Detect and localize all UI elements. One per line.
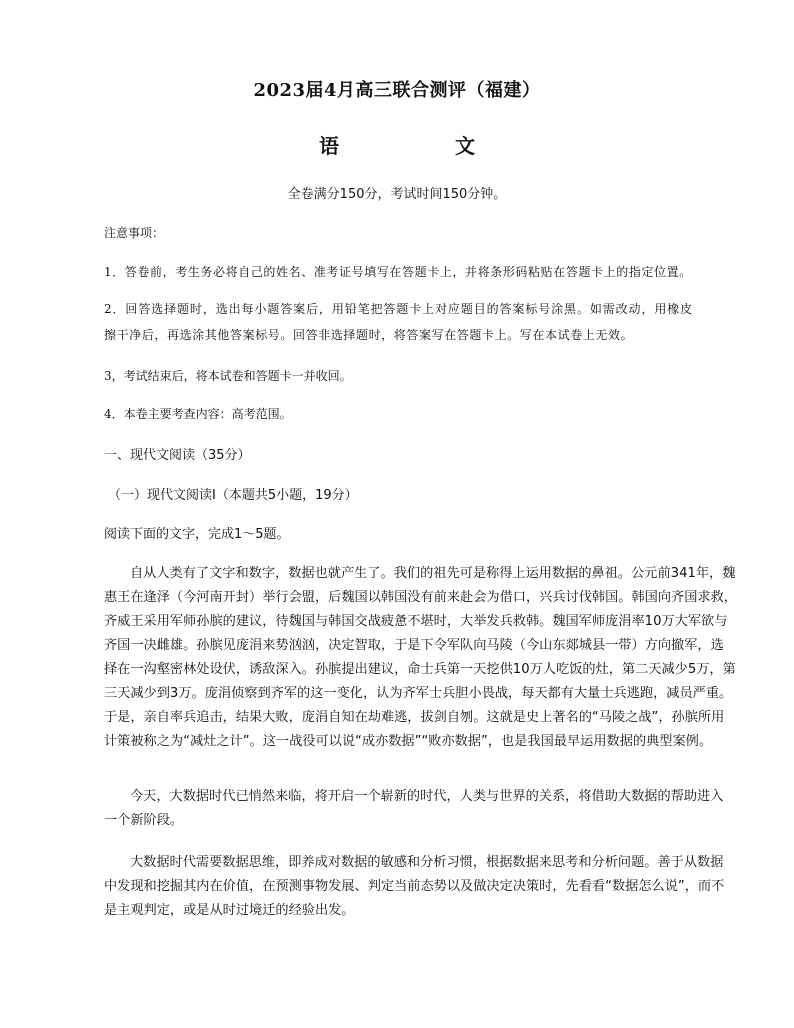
passage-paragraph-1 — [104, 562, 737, 754]
passage-line: 择在一沟壑密林处设伏，诱敌深入。孙膑提出建议，命士兵第一天挖供10万人吃饭的灶，第二天减少5万，第 — [104, 662, 736, 677]
reading-instruction: 阅读下面的文字，完成1～5题。 — [104, 527, 290, 542]
notes-item-2-line-2: 擦干净后，再选涂其他答案标号。回答非选择题时，将答案写在答题卡上。写在本试卷上无效。 — [104, 328, 634, 342]
passage-line: 自从人类有了文字和数字，数据也就产生了。我们的祖先可是称得上运用数据的鼻祖。公元前341年，魏 — [130, 566, 736, 581]
passage-line: 三天减少到3万。庞涓侦察到齐军的这一变化，认为齐军士兵胆小畏战，每天都有大量士兵逃跑，减员严重。 — [104, 686, 733, 701]
passage-line: 计策被称之为“减灶之计”。这一战役可以说“成亦数据”“败亦数据”，也是我国最早运用数据的典型案例。 — [104, 734, 713, 749]
section-part1-sub: （一）现代文阅读I（本题共5小题，19分） — [108, 488, 358, 503]
notes-item-4: 4．本卷主要考查内容：高考范围。 — [104, 407, 292, 421]
passage-line: 大数据时代需要数据思维，即养成对数据的敏感和分析习惯，根据数据来思考和分析问题。善于从数据 — [130, 855, 724, 870]
exam-info: 全卷满分150分，考试时间150分钟。 — [287, 187, 507, 202]
exam-title: 2023届4月高三联合测评（福建） — [253, 80, 541, 101]
passage-line: 今天，大数据时代已悄然来临，将开启一个崭新的时代，人类与世界的关系，将借助大数据的帮助进入 — [130, 789, 724, 804]
passage-line: 惠王在逢泽（今河南开封）举行会盟，后魏国以韩国没有前来赴会为借口，兴兵讨伐韩国。韩国向齐国求救， — [104, 590, 737, 605]
section-part1: 一、现代文阅读（35分） — [104, 448, 251, 463]
passage-paragraph-2 — [104, 785, 724, 833]
passage-line: 齐威王采用军师孙膑的建议，待魏国与韩国交战疲惫不堪时，大举发兵救韩。魏国军师庞涓率10万大军欲与 — [104, 614, 728, 629]
notes-item-1: 1．答卷前，考生务必将自己的姓名、准考证号填写在答题卡上，并将条形码粘贴在答题卡上的指定位置。 — [104, 265, 692, 279]
passage-paragraph-3 — [104, 851, 724, 923]
passage-line: 一个新阶段。 — [104, 813, 184, 828]
subject-heading: 语 文 — [319, 134, 523, 158]
passage-line: 中发现和挖掘其内在价值，在预测事物发展、判定当前态势以及做决定决策时，先看看“数据怎么说”，而不 — [104, 879, 725, 894]
notes-heading: 注意事项： — [104, 226, 165, 240]
passage-line: 是主观判定，或是从时过境迁的经验出发。 — [104, 903, 355, 918]
notes-item-2-line-1: 2．回答选择题时，选出每小题答案后，用铅笔把答题卡上对应题目的答案标号涂黑。如需改动，用橡皮 — [104, 302, 694, 316]
passage-line: 于是，亲自率兵追击，结果大败，庞涓自知在劫难逃，拔剑自刎。这就是史上著名的“马陵之战”，孙膑所用 — [104, 710, 725, 725]
passage-line: 齐国一决雌雄。孙膑见庞涓来势汹汹，决定智取，于是下令军队向马陵（今山东郯城县一带）方向撤军，选 — [104, 638, 724, 653]
notes-item-3: 3，考试结束后，将本试卷和答题卡一并收回。 — [104, 369, 352, 383]
